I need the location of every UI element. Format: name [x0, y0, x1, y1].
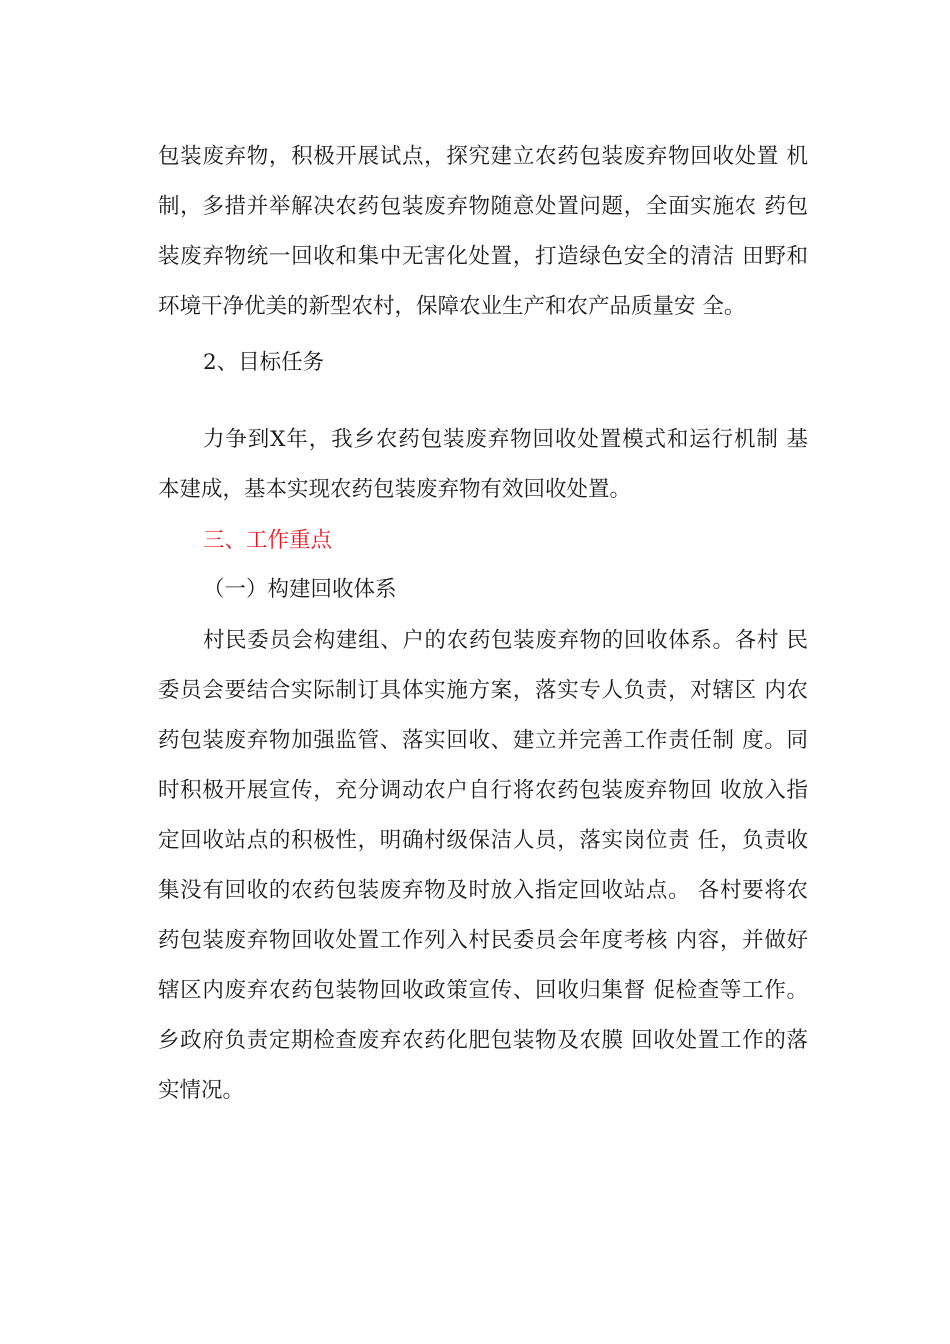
- paragraph-line: 辖区内废弃农药包装物回收政策宣传、回收归集督 促检查等工作。: [158, 978, 808, 1003]
- paragraph-line: 村民委员会构建组、户的农药包装废弃物的回收体系。各村 民: [203, 628, 808, 653]
- paragraph-line: 药包装废弃物加强监管、落实回收、建立并完善工作责任制 度。同: [158, 728, 808, 753]
- section-heading: 三、工作重点: [203, 528, 333, 553]
- paragraph-line: 本建成，基本实现农药包装废弃物有效回收处置。: [158, 477, 632, 502]
- paragraph-line: 包装废弃物，积极开展试点，探究建立农药包装废弃物回收处置 机: [158, 144, 808, 169]
- paragraph-line: 制，多措并举解决农药包装废弃物随意处置问题，全面实施农 药包: [158, 194, 808, 219]
- paragraph-line: 实情况。: [158, 1078, 245, 1103]
- paragraph-line: 装废弃物统一回收和集中无害化处置，打造绿色安全的清洁 田野和: [158, 244, 808, 269]
- paragraph-line: 环境干净优美的新型农村，保障农业生产和农产品质量安 全。: [158, 294, 746, 319]
- paragraph-line: 力争到X年，我乡农药包装废弃物回收处置模式和运行机制 基: [203, 427, 808, 452]
- subsection-heading: （一）构建回收体系: [203, 577, 397, 602]
- paragraph-line: 乡政府负责定期检查废弃农药化肥包装物及农膜 回收处置工作的落: [158, 1028, 808, 1053]
- heading-target-tasks: 2、目标任务: [203, 350, 325, 375]
- paragraph-line: 时积极开展宣传，充分调动农户自行将农药包装废弃物回 收放入指: [158, 778, 808, 803]
- paragraph-line: 药包装废弃物回收处置工作列入村民委员会年度考核 内容，并做好: [158, 928, 808, 953]
- paragraph-line: 定回收站点的积极性，明确村级保洁人员，落实岗位责 任，负责收: [158, 828, 808, 853]
- paragraph-line: 集没有回收的农药包装废弃物及时放入指定回收站点。 各村要将农: [158, 878, 808, 903]
- paragraph-line: 委员会要结合实际制订具体实施方案，落实专人负责，对辖区 内农: [158, 678, 808, 703]
